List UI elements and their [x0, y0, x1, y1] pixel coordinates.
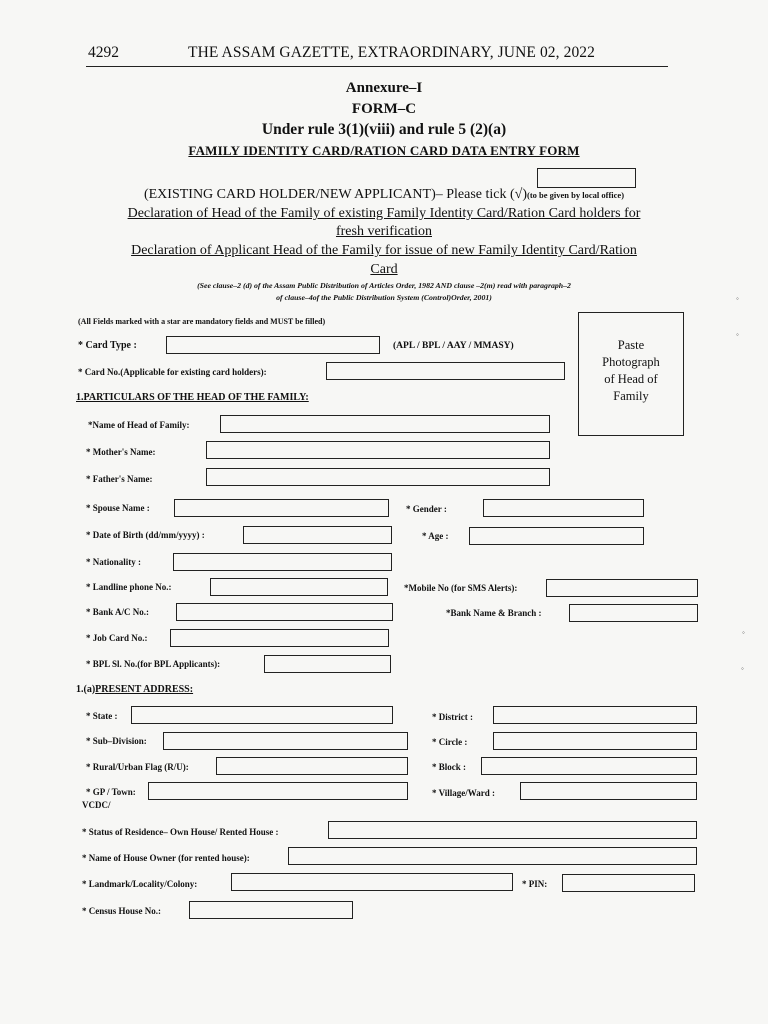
see-clause-1: (See clause–2 (d) of the Assam Public Distribution of Articles Order, 1982 AND clause –2(m) read with paragraph–2 [197, 281, 571, 290]
see-clause-2: of clause–4of the Public Distribution System (Control)Order, 2001) [276, 293, 492, 302]
nationality-label: * Nationality : [86, 557, 141, 567]
photo-line-4: Family [613, 389, 649, 403]
house-owner-field[interactable] [288, 847, 697, 865]
annexure-title: Annexure–I [345, 80, 423, 96]
tick-line [0, 187, 768, 203]
vcdc-label: VCDC/ [82, 800, 111, 810]
landline-field[interactable] [210, 578, 388, 596]
card-no-field[interactable] [326, 362, 565, 380]
card-no-label: * Card No.(Applicable for existing card holders): [78, 367, 267, 377]
residence-status-label: * Status of Residence– Own House/ Rented House : [82, 827, 279, 837]
scan-speck: ◦ [741, 664, 744, 673]
census-house-label: * Census House No.: [82, 906, 162, 916]
card-type-field[interactable] [166, 336, 380, 354]
village-ward-field[interactable] [520, 782, 697, 800]
state-field[interactable] [131, 706, 393, 724]
age-field[interactable] [469, 527, 644, 545]
nationality-field[interactable] [173, 553, 392, 571]
rule-title: Under rule 3(1)(viii) and rule 5 (2)(a) [261, 121, 507, 138]
office-tick-box[interactable] [537, 168, 636, 188]
declaration-new-2: Card [370, 262, 398, 277]
bank-name-field[interactable] [569, 604, 698, 622]
mother-name-label: * Mother's Name: [86, 447, 156, 457]
scan-speck: ◦ [736, 330, 739, 339]
section-1a-title: PRESENT ADDRESS: [95, 684, 194, 695]
dob-field[interactable] [243, 526, 392, 544]
section-1a-number: 1.(a) [76, 684, 96, 695]
block-label: * Block : [432, 762, 467, 772]
father-name-label: * Father's Name: [86, 474, 153, 484]
pin-field[interactable] [562, 874, 695, 892]
pin-label: * PIN: [522, 879, 548, 889]
sub-division-field[interactable] [163, 732, 408, 750]
residence-status-field[interactable] [328, 821, 697, 839]
card-type-label: * Card Type : [78, 340, 137, 351]
father-name-field[interactable] [206, 468, 550, 486]
circle-label: * Circle : [432, 737, 468, 747]
gender-field[interactable] [483, 499, 644, 517]
job-card-field[interactable] [170, 629, 389, 647]
village-ward-label: * Village/Ward : [432, 788, 495, 798]
photo-line-1: Paste [617, 338, 645, 352]
gp-town-field[interactable] [148, 782, 408, 800]
declaration-new-1: Declaration of Applicant Head of the Family for issue of new Family Identity Card/Ration [131, 243, 637, 258]
bpl-sl-field[interactable] [264, 655, 391, 673]
form-title: FORM–C [351, 101, 417, 117]
header-rule [86, 66, 668, 67]
bank-ac-field[interactable] [176, 603, 393, 621]
age-label: * Age : [422, 531, 449, 541]
scan-speck: ◦ [736, 294, 739, 303]
spouse-name-field[interactable] [174, 499, 389, 517]
landmark-label: * Landmark/Locality/Colony: [82, 879, 198, 889]
scan-speck: ◦ [742, 628, 745, 637]
head-name-field[interactable] [220, 415, 550, 433]
photo-line-3: of Head of [604, 372, 658, 386]
rural-urban-field[interactable] [216, 757, 408, 775]
district-field[interactable] [493, 706, 697, 724]
tick-line-note: (to be given by local office) [527, 190, 625, 200]
bank-name-label: *Bank Name & Branch : [446, 608, 542, 618]
photo-box [578, 312, 684, 436]
landline-label: * Landline phone No.: [86, 582, 172, 592]
bpl-sl-label: * BPL Sl. No.(for BPL Applicants): [86, 659, 221, 669]
mandatory-note: (All Fields marked with a star are mandatory fields and MUST be filled) [78, 317, 326, 326]
census-house-field[interactable] [189, 901, 353, 919]
declaration-existing-2: fresh verification [335, 224, 432, 239]
photo-instructions [579, 337, 683, 405]
gazette-title: THE ASSAM GAZETTE, EXTRAORDINARY, JUNE 02, 2022 [188, 44, 595, 61]
rural-urban-label: * Rural/Urban Flag (R/U): [86, 762, 189, 772]
sub-division-label: * Sub–Division: [86, 736, 147, 746]
circle-field[interactable] [493, 732, 697, 750]
bank-ac-label: * Bank A/C No.: [86, 607, 150, 617]
card-type-options: (APL / BPL / AAY / MMASY) [393, 341, 514, 351]
photo-line-2: Photograph [602, 355, 660, 369]
gender-label: * Gender : [406, 504, 447, 514]
gp-town-label: * GP / Town: [86, 787, 136, 797]
mother-name-field[interactable] [206, 441, 550, 459]
state-label: * State : [86, 711, 118, 721]
tick-line-main: (EXISTING CARD HOLDER/NEW APPLICANT)– Please tick (√) [143, 187, 528, 202]
mobile-field[interactable] [546, 579, 698, 597]
job-card-label: * Job Card No.: [86, 633, 148, 643]
declaration-existing-1: Declaration of Head of the Family of existing Family Identity Card/Ration Card holders for [127, 206, 641, 221]
house-owner-label: * Name of House Owner (for rented house): [82, 853, 250, 863]
head-name-label: *Name of Head of Family: [88, 420, 190, 430]
mobile-label: *Mobile No (for SMS Alerts): [404, 583, 518, 593]
section-1-heading: 1.PARTICULARS OF THE HEAD OF THE FAMILY: [76, 392, 309, 403]
block-field[interactable] [481, 757, 697, 775]
form-name: FAMILY IDENTITY CARD/RATION CARD DATA ENTRY FORM [188, 143, 580, 158]
district-label: * District : [432, 712, 473, 722]
page-number: 4292 [88, 44, 119, 61]
landmark-field[interactable] [231, 873, 513, 891]
section-1a-heading [76, 684, 193, 695]
spouse-name-label: * Spouse Name : [86, 503, 150, 513]
dob-label: * Date of Birth (dd/mm/yyyy) : [86, 530, 205, 540]
